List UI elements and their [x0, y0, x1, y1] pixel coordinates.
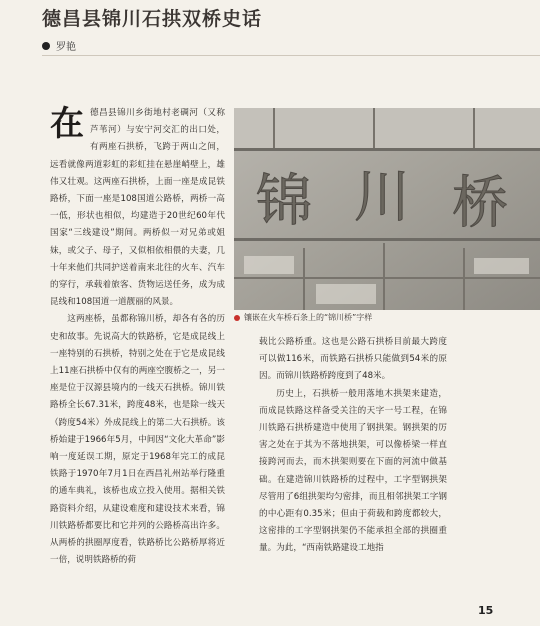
caption-text: 镶嵌在火车桥石条上的“锦川桥”字样 [244, 313, 373, 322]
paragraph-4: 历史上，石拱桥一般用落地木拱架来建造，而成昆铁路这样备受关注的天字一号工程，在锦川铁路石拱桥建造中使用了钢拱架。钢拱架的厉害之处在于其为不落地拱架，可以像桥梁一样直接跨河而去，而木拱架则要在下面的河流中做基础。在建造锦川铁路桥的过程中，工字型钢拱架尽管用了6组拱架均匀密排，而且相邻拱架工字钢的中心距有0.35米；但由于荷载和跨度都较大，这密排的工字型钢拱架仍不能承担全部的拱圈重量。为此，“西南铁路建设工地指 [259, 388, 447, 554]
paragraph-1-text: 德昌县锦川乡街地村老碉河（又称芦苇河）与安宁河交汇的出口处，有两座石拱桥，飞跨于两山之间，远看就像两道彩虹的彩虹挂在悬崖峭壁上，雄伟又壮观。这两座石拱桥，上面一座是成昆铁路桥，下面一座是108国道公路桥，两桥一高一低，形状也相似，均建造于20世纪60年代国家“三线建设”期间。两桥似一对兄弟或姐妹，或父子、母子，又似相依相偎的夫妻，几十年来他们共同护送着南来北往的火车、汽车的穿行，承载着旅客、货物运送任务，成为成昆线和108国道一道靓丽的风景。 [50, 108, 225, 308]
inscription-char-2: 川 [354, 165, 410, 230]
byline [42, 38, 76, 53]
paragraph-1 [50, 105, 225, 311]
left-column [50, 105, 225, 569]
article-title: 德昌县锦川石拱双桥史话 [42, 8, 263, 30]
right-column [259, 334, 447, 558]
author-name: 罗艳 [56, 42, 76, 53]
caption-bullet-icon [234, 315, 240, 321]
byline-dot-icon [42, 42, 50, 50]
bridge-inscription-photo [234, 108, 540, 310]
inscription-char-1: 锦 [256, 169, 312, 234]
paragraph-2: 这两座桥，虽都称锦川桥，却各有各的历史和故事。先说高大的铁路桥，它是成昆线上一座特别的石拱桥，特别之处在于它是成昆线上11座石拱桥中仅有的两座空腹桥之一，另一座是位于汉源县境内的一线天石拱桥。锦川铁路桥全长67.31米，跨度48米，也是除一线天（跨度54米）外成昆线上的第二大石拱桥。该桥始建于1966年5月，中间因“文化大革命”影响一度延误工期，原定于1968年完工的成昆铁路于1970年7月1日在西昌礼州站举行隆重的通车典礼，该桥也成立投入使用。据相关铁路资料介绍，从建设难度和建设技术来看，锦川铁路桥都要比和它并列的公路桥高出许多。从两桥的拱圈厚度看，铁路桥比公路桥厚将近一倍，说明铁路桥的荷 [50, 314, 225, 566]
paragraph-3: 载比公路桥重。这也是公路石拱桥目前最大跨度可以做116米，而铁路石拱桥只能做到54米的原因。而锦川铁路桥跨度到了48米。 [259, 337, 447, 382]
photo-caption [234, 312, 534, 323]
drop-cap: 在 [50, 104, 84, 144]
page-number: 15 [478, 604, 494, 617]
title-divider [42, 55, 540, 56]
inscription-char-3: 桥 [452, 171, 508, 236]
